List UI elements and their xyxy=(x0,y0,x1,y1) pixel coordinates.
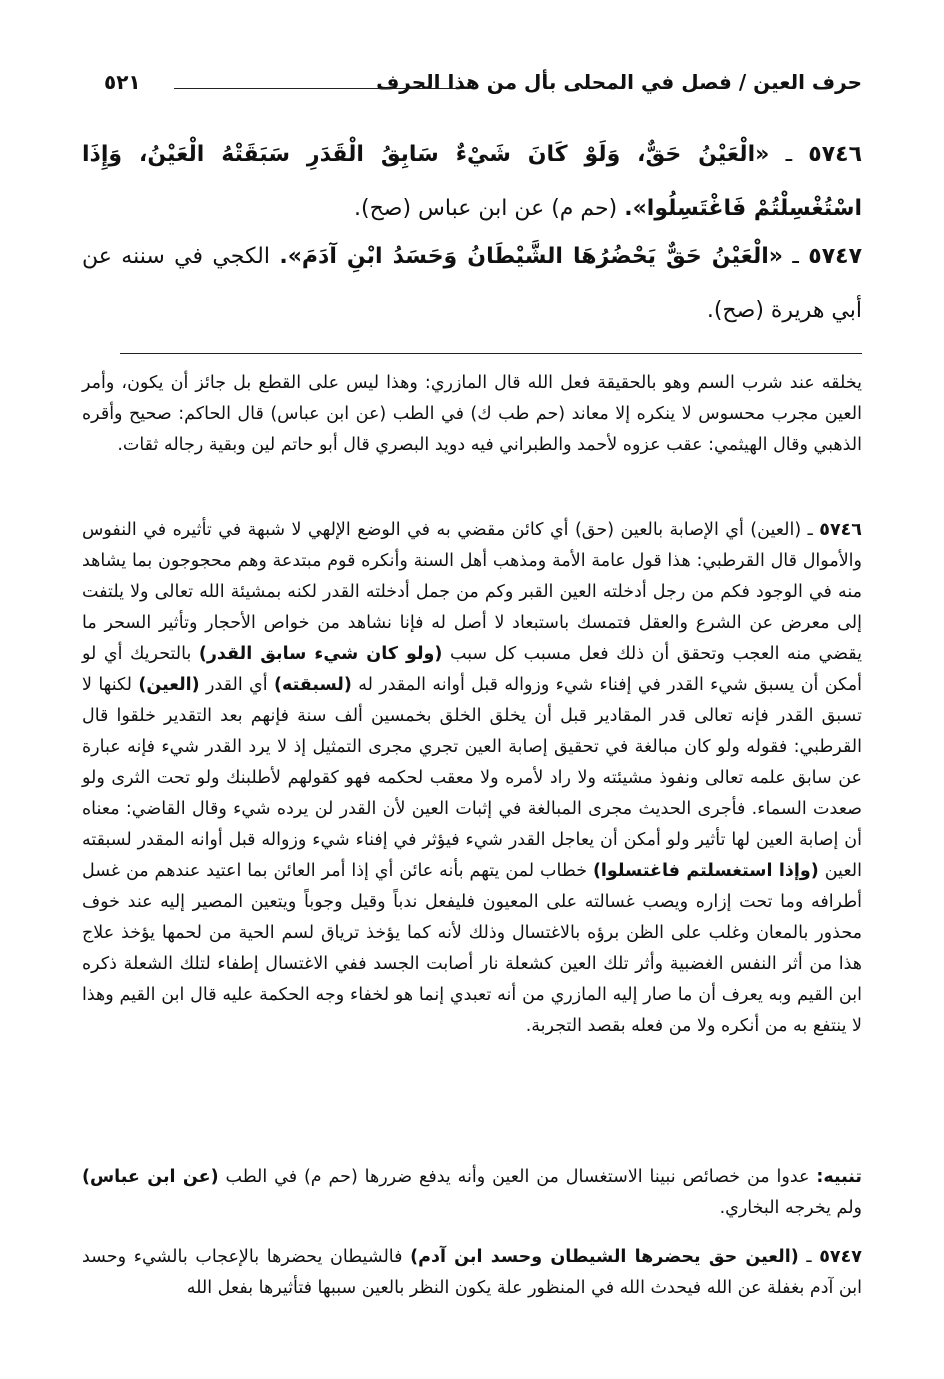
commentary-text: ولم يخرجه البخاري. xyxy=(719,1198,862,1218)
quoted-phrase: (العين) xyxy=(138,675,200,695)
chapter-title: حرف العين / فصل في المحلى بأل من هذا الحرف xyxy=(376,70,862,94)
commentary-text: بالتحريك أي لو أمكن أن يسبق شيء القدر في إفناء شيء وزواله قبل أوانه المقدر له xyxy=(82,644,862,695)
commentary-text: فالشيطان يحضرها بالإعجاب بالشيء وحسد ابن آدم بغفلة عن الله فيحدث الله في المنظور علة يكون النظر بالعين سببها فتأثيرها بفعل الله xyxy=(82,1247,862,1298)
commentary-paragraph: ٥٧٤٧ ـ (العين حق يحضرها الشيطان وحسد ابن آدم) فالشيطان يحضرها بالإعجاب بالشيء وحسد ابن آدم بغفلة عن الله فيحدث الله في المنظور علة يكون النظر بالعين سببها فتأثيرها بفعل الله xyxy=(82,1247,862,1298)
commentary-paragraph xyxy=(82,368,862,461)
hadith-number: ٥٧٤٦ xyxy=(808,142,862,167)
commentary-number: ٥٧٤٦ xyxy=(819,520,862,540)
commentary-text: لكنها لا تسبق القدر فإنه تعالى قدر المقادير قبل أن يخلق الخلق بخمسين ألف سنة فإنهم بعد التقدير خلقوا قال القرطبي: فقوله ولو كان مبالغة في تحقيق إصابة العين تجري مجرى التمثيل إذ لا يرد القدر شيء فإنه عبارة عن سابق علمه تعالى ونفوذ مشيئته ولا راد لأمره ولا معقب لحكمه فهو كقولهم لأطلبنك ولو تحت الثرى ولو صعدت السماء. فأجرى الحديث مجرى المبالغة في إثبات العين لأن القدر لن يرده شيء وقال القاضي: معناه أن إصابة العين لها تأثير ولو أمكن أن يعاجل القدر شيء فيؤثر في إفناء شيء وزواله قبل أوانه المقدر لسبقته العين xyxy=(82,675,862,881)
note-paragraph xyxy=(82,1162,862,1224)
commentary-paragraph: ٥٧٤٦ ـ (العين) أي الإصابة بالعين (حق) أي كائن مقضي به في الوضع الإلهي لا شبهة في تأثيره في النفوس والأموال قال القرطبي: هذا قول عامة الأمة ومذهب أهل السنة وأنكره قوم مبتدعة وهم محجوجون بما يشاهد منه في الوجود فكم من رجل أدخلته العين القبر وكم من جمل أدخلته القدر لكنه بمشيئة الله تعالى ولا يلتفت إلى معرض عن الشرع والعقل فتمسك باستبعاد لا أصل له فإنا نشاهد من خواص الأحجار وتأثير السحر ما يقضي منه العجب وتحقق أن ذلك فعل مسبب كل سبب (ولو كان شيء سابق القدر) بالتحريك أي لو أمكن أن يسبق شيء القدر في إفناء شيء وزواله قبل أوانه المقدر له (لسبقته) أي القدر (العين) لكنها لا تسبق القدر فإنه تعالى قدر المقادير قبل أن يخلق الخلق بخمسين ألف سنة فإنهم بعد التقدير خلقوا قال القرطبي: فقوله ولو كان مبالغة في تحقيق إصابة العين تجري مجرى التمثيل إذ لا يرد القدر شيء فإنه عبارة عن سابق علمه تعالى ونفوذ مشيئته ولا راد لأمره ولا معقب لحكمه فهو كقولهم لأطلبنك ولو تحت الثرى ولو صعدت السماء. فأجرى الحديث مجرى المبالغة في إثبات العين لأن القدر لن يرده شيء وقال القاضي: معناه أن إصابة العين لها تأثير ولو أمكن أن يعاجل القدر شيء فيؤثر في إفناء شيء وزواله قبل أوانه المقدر لسبقته العين (وإذا استغسلتم فاغتسلوا) خطاب لمن يتهم بأنه عائن أي إذا أمر العائن بما اعتيد عندهم من غسل أطرافه وما تحت إزاره ويصب غسالته على المعيون فليفعل ندباً وقيل وجوباً ويتعين المصير إليه عند خوف محذور بالمعان وغلب على الظن برؤه بالاغتسال وذلك لأنه كما يؤخذ ترياق لسم الحية من لحمها يؤخذ علاج هذا من أثر النفس الغضبية وأثر تلك العين كشعلة نار أصابت الجسد ففي الاغتسال إطفاء لتلك الشعلة ذكره ابن القيم وبه يعرف أن ما صار إليه المازري من أنه تعبدي إنما هو لخفاء وجه الحكمة عليه قال ابن القيم وهذا لا ينتفع به من أنكره ولا من فعله بقصد التجربة. xyxy=(82,520,862,1036)
footnote-divider xyxy=(120,353,862,354)
hadith-entry: ٥٧٤٦ ـ «الْعَيْنُ حَقٌّ، وَلَوْ كَانَ شَيْءٌ سَابِقُ الْقَدَرِ سَبَقَتْهُ الْعَيْنُ، وَإِذَا اسْتُغْسِلْتُمْ فَاغْتَسِلُوا». (حم م) عن ابن عباس (صح). xyxy=(82,142,862,221)
hadith-entry: ٥٧٤٧ ـ «الْعَيْنُ حَقٌّ يَحْضُرُهَا الشَّيْطَانُ وَحَسَدُ ابْنِ آدَمَ». الكجي في سننه عن أبي هريرة (صح). xyxy=(82,244,862,323)
commentary-text: عدوا من خصائص نبينا الاستغسال من العين وأنه يدفع ضررها (حم م) في الطب xyxy=(225,1167,810,1187)
running-header xyxy=(104,66,862,110)
quoted-phrase: (لسبقته) xyxy=(273,675,352,695)
commentary-text: (العين) أي الإصابة بالعين (حق) أي كائن مقضي به في الوضع الإلهي لا شبهة في تأثيره في النفوس والأموال قال القرطبي: هذا قول عامة الأمة ومذهب أهل السنة وأنكره قوم مبتدعة وهم محجوجون بما يشاهد منه في الوجود فكم من رجل أدخلته العين القبر وكم من جمل أدخلته القدر لكنه بمشيئة الله تعالى ولا يلتفت إلى معرض عن الشرع والعقل فتمسك باستبعاد لا أصل له فإنا نشاهد من خواص الأحجار وتأثير السحر ما يقضي منه العجب وتحقق أن ذلك فعل مسبب كل سبب xyxy=(82,520,862,664)
quoted-phrase: (وإذا استغسلتم فاغتسلوا) xyxy=(592,861,819,881)
page-number: ٥٢١ xyxy=(104,70,141,94)
hadith-source: الكجي في سننه عن أبي هريرة (صح). xyxy=(82,244,862,323)
hadith-text: «الْعَيْنُ حَقٌّ يَحْضُرُهَا الشَّيْطَانُ وَحَسَدُ ابْنِ آدَمَ». xyxy=(279,244,784,269)
note-label: تنبيه: xyxy=(816,1167,862,1187)
hadith-text: «الْعَيْنُ حَقٌّ، وَلَوْ كَانَ شَيْءٌ سَابِقُ الْقَدَرِ سَبَقَتْهُ الْعَيْنُ، وَإِذَا اسْتُغْسِلْتُمْ فَاغْتَسِلُوا». xyxy=(82,142,862,221)
quoted-phrase: (العين حق يحضرها الشيطان وحسد ابن آدم) xyxy=(410,1247,799,1267)
quoted-phrase: (ولو كان شيء سابق القدر) xyxy=(198,644,443,664)
hadith-number: ٥٧٤٧ xyxy=(808,244,862,269)
commentary-text: يخلقه عند شرب السم وهو بالحقيقة فعل الله قال المازري: وهذا ليس على القطع بل جائز أن يكون، وأمر العين مجرب محسوس لا ينكره إلا معاند (حم طب ك) في الطب (عن ابن عباس) قال الحاكم: صحيح وأقره الذهبي وقال الهيثمي: عقب عزوه لأحمد والطبراني فيه دويد البصري قال أبو حاتم لين وبقية رجاله ثقات. xyxy=(82,373,862,455)
commentary-number: ٥٧٤٧ xyxy=(819,1247,862,1267)
hadith-source: (حم م) عن ابن عباس (صح). xyxy=(354,196,618,221)
commentary-text: أي القدر xyxy=(206,675,268,695)
quoted-phrase: (عن ابن عباس) xyxy=(82,1167,219,1187)
header-rule xyxy=(174,88,467,89)
commentary-text: خطاب لمن يتهم بأنه عائن أي إذا أمر العائن بما اعتيد عندهم من غسل أطرافه وما تحت إزاره ويصب غسالته على المعيون فليفعل ندباً وقيل وجوباً ويتعين المصير إليه عند خوف محذور بالمعان وغلب على الظن برؤه بالاغتسال وذلك لأنه كما يؤخذ ترياق لسم الحية من لحمها يؤخذ علاج هذا من أثر النفس الغضبية وأثر تلك العين كشعلة نار أصابت الجسد ففي الاغتسال إطفاء لتلك الشعلة ذكره ابن القيم وبه يعرف أن ما صار إليه المازري من أنه تعبدي إنما هو لخفاء وجه الحكمة عليه قال ابن القيم وهذا لا ينتفع به من أنكره ولا من فعله بقصد التجربة. xyxy=(82,861,862,1036)
